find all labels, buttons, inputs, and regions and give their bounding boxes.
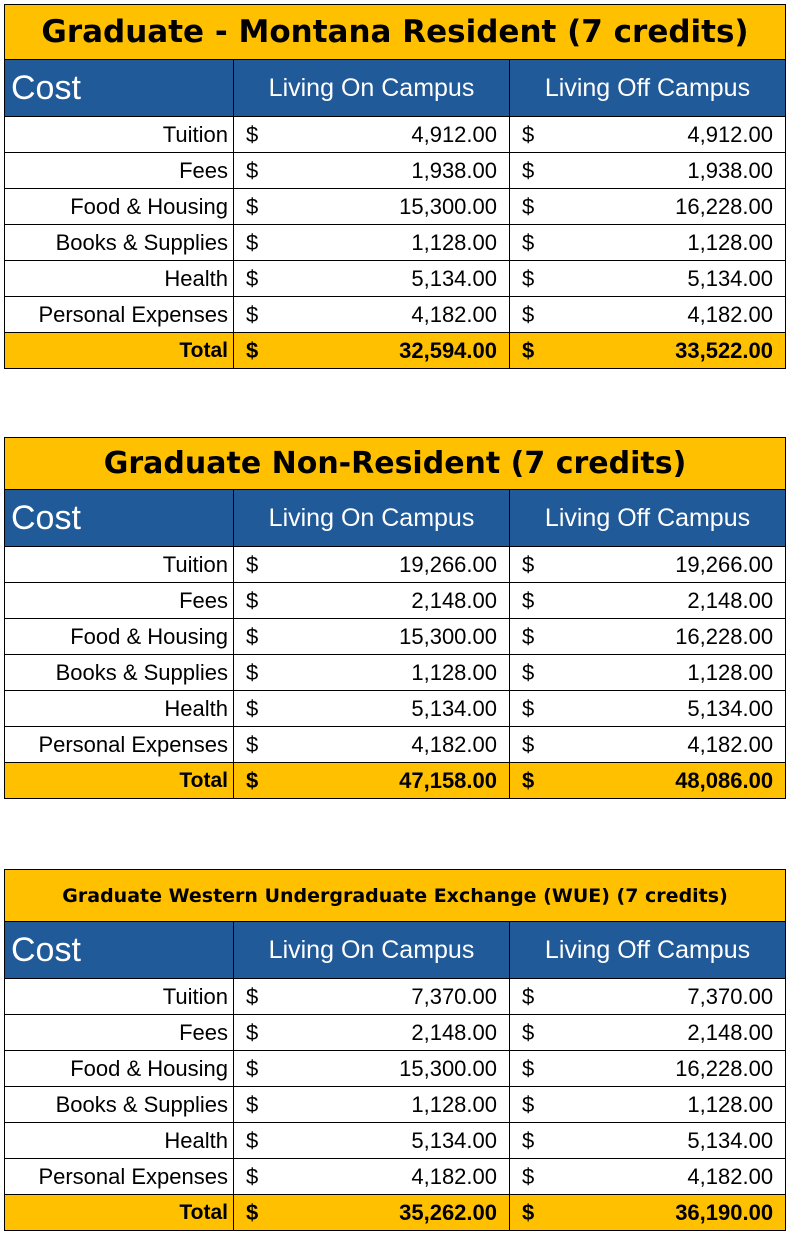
dollar-sign: $: [510, 153, 560, 189]
dollar-sign: $: [234, 763, 284, 799]
dollar-sign: $: [234, 655, 284, 691]
on-campus-amount: 5,134.00: [284, 261, 510, 297]
table-row: [5, 225, 786, 261]
row-label: Fees: [5, 583, 234, 619]
dollar-sign: $: [234, 1051, 284, 1087]
off-campus-amount: 1,938.00: [560, 153, 786, 189]
row-label: Books & Supplies: [5, 655, 234, 691]
dollar-sign: $: [510, 189, 560, 225]
dollar-sign: $: [234, 1087, 284, 1123]
dollar-sign: $: [234, 333, 284, 369]
row-label: Fees: [5, 153, 234, 189]
dollar-sign: $: [510, 1159, 560, 1195]
dollar-sign: $: [510, 261, 560, 297]
header-on-campus: Living On Campus: [234, 490, 510, 547]
dollar-sign: $: [234, 261, 284, 297]
off-campus-amount: 7,370.00: [560, 979, 786, 1015]
dollar-sign: $: [234, 297, 284, 333]
table-title: Graduate Western Undergraduate Exchange (WUE) (7 credits): [5, 870, 786, 922]
off-campus-amount: 1,128.00: [560, 225, 786, 261]
on-campus-amount: 1,938.00: [284, 153, 510, 189]
dollar-sign: $: [510, 763, 560, 799]
table-row: [5, 619, 786, 655]
table-row: [5, 153, 786, 189]
dollar-sign: $: [510, 727, 560, 763]
row-label: Personal Expenses: [5, 1159, 234, 1195]
dollar-sign: $: [510, 583, 560, 619]
total-label: Total: [5, 1195, 234, 1231]
table-row: [5, 117, 786, 153]
off-campus-amount: 2,148.00: [560, 583, 786, 619]
table-title: Graduate Non-Resident (7 credits): [5, 438, 786, 490]
dollar-sign: $: [510, 117, 560, 153]
dollar-sign: $: [234, 583, 284, 619]
on-campus-amount: 19,266.00: [284, 547, 510, 583]
cost-table-montana-resident: [4, 4, 785, 369]
dollar-sign: $: [234, 691, 284, 727]
table-row: [5, 583, 786, 619]
header-on-campus: Living On Campus: [234, 60, 510, 117]
cost-table-wue: [4, 869, 785, 1231]
table-row: [5, 1123, 786, 1159]
on-campus-amount: 15,300.00: [284, 1051, 510, 1087]
row-label: Food & Housing: [5, 189, 234, 225]
dollar-sign: $: [510, 979, 560, 1015]
dollar-sign: $: [510, 1051, 560, 1087]
off-campus-amount: 1,128.00: [560, 655, 786, 691]
cost-table-non-resident: [4, 437, 785, 799]
table-row: [5, 1087, 786, 1123]
off-campus-amount: 16,228.00: [560, 189, 786, 225]
total-row: [5, 763, 786, 799]
dollar-sign: $: [510, 1123, 560, 1159]
dollar-sign: $: [510, 619, 560, 655]
dollar-sign: $: [510, 1015, 560, 1051]
total-row: [5, 1195, 786, 1231]
on-campus-amount: 2,148.00: [284, 1015, 510, 1051]
on-campus-amount: 4,182.00: [284, 297, 510, 333]
table-row: [5, 1051, 786, 1087]
on-campus-amount: 5,134.00: [284, 691, 510, 727]
header-off-campus: Living Off Campus: [510, 490, 786, 547]
table-row: [5, 655, 786, 691]
row-label: Food & Housing: [5, 1051, 234, 1087]
on-campus-amount: 1,128.00: [284, 655, 510, 691]
table-row: [5, 297, 786, 333]
dollar-sign: $: [234, 619, 284, 655]
off-campus-amount: 1,128.00: [560, 1087, 786, 1123]
row-label: Tuition: [5, 979, 234, 1015]
dollar-sign: $: [234, 1159, 284, 1195]
on-campus-total: 35,262.00: [284, 1195, 510, 1231]
on-campus-amount: 1,128.00: [284, 225, 510, 261]
dollar-sign: $: [234, 1195, 284, 1231]
on-campus-amount: 2,148.00: [284, 583, 510, 619]
row-label: Personal Expenses: [5, 297, 234, 333]
on-campus-total: 32,594.00: [284, 333, 510, 369]
table-row: [5, 1015, 786, 1051]
header-off-campus: Living Off Campus: [510, 922, 786, 979]
dollar-sign: $: [510, 333, 560, 369]
table-row: [5, 1159, 786, 1195]
table-row: [5, 979, 786, 1015]
dollar-sign: $: [510, 1195, 560, 1231]
total-label: Total: [5, 333, 234, 369]
off-campus-total: 36,190.00: [560, 1195, 786, 1231]
off-campus-amount: 4,912.00: [560, 117, 786, 153]
header-on-campus: Living On Campus: [234, 922, 510, 979]
table-row: [5, 727, 786, 763]
off-campus-amount: 5,134.00: [560, 261, 786, 297]
header-cost: Cost: [5, 490, 234, 547]
off-campus-total: 48,086.00: [560, 763, 786, 799]
dollar-sign: $: [510, 655, 560, 691]
dollar-sign: $: [234, 189, 284, 225]
dollar-sign: $: [510, 297, 560, 333]
on-campus-amount: 5,134.00: [284, 1123, 510, 1159]
table-row: [5, 691, 786, 727]
off-campus-amount: 16,228.00: [560, 619, 786, 655]
off-campus-amount: 5,134.00: [560, 1123, 786, 1159]
on-campus-amount: 1,128.00: [284, 1087, 510, 1123]
dollar-sign: $: [234, 225, 284, 261]
row-label: Books & Supplies: [5, 225, 234, 261]
off-campus-amount: 4,182.00: [560, 1159, 786, 1195]
row-label: Food & Housing: [5, 619, 234, 655]
row-label: Personal Expenses: [5, 727, 234, 763]
dollar-sign: $: [510, 547, 560, 583]
row-label: Fees: [5, 1015, 234, 1051]
dollar-sign: $: [234, 727, 284, 763]
header-off-campus: Living Off Campus: [510, 60, 786, 117]
off-campus-amount: 2,148.00: [560, 1015, 786, 1051]
on-campus-amount: 4,182.00: [284, 1159, 510, 1195]
dollar-sign: $: [234, 1015, 284, 1051]
table-row: [5, 547, 786, 583]
on-campus-amount: 15,300.00: [284, 619, 510, 655]
row-label: Books & Supplies: [5, 1087, 234, 1123]
dollar-sign: $: [234, 117, 284, 153]
dollar-sign: $: [510, 225, 560, 261]
off-campus-amount: 5,134.00: [560, 691, 786, 727]
table-row: [5, 189, 786, 225]
total-row: [5, 333, 786, 369]
row-label: Tuition: [5, 117, 234, 153]
dollar-sign: $: [234, 979, 284, 1015]
dollar-sign: $: [234, 153, 284, 189]
on-campus-amount: 15,300.00: [284, 189, 510, 225]
on-campus-amount: 4,182.00: [284, 727, 510, 763]
total-label: Total: [5, 763, 234, 799]
off-campus-amount: 19,266.00: [560, 547, 786, 583]
dollar-sign: $: [234, 547, 284, 583]
row-label: Health: [5, 261, 234, 297]
header-cost: Cost: [5, 60, 234, 117]
on-campus-amount: 4,912.00: [284, 117, 510, 153]
row-label: Health: [5, 691, 234, 727]
off-campus-amount: 4,182.00: [560, 297, 786, 333]
table-title: Graduate - Montana Resident (7 credits): [5, 5, 786, 60]
dollar-sign: $: [510, 1087, 560, 1123]
on-campus-total: 47,158.00: [284, 763, 510, 799]
dollar-sign: $: [510, 691, 560, 727]
off-campus-amount: 4,182.00: [560, 727, 786, 763]
off-campus-amount: 16,228.00: [560, 1051, 786, 1087]
row-label: Health: [5, 1123, 234, 1159]
on-campus-amount: 7,370.00: [284, 979, 510, 1015]
table-row: [5, 261, 786, 297]
off-campus-total: 33,522.00: [560, 333, 786, 369]
row-label: Tuition: [5, 547, 234, 583]
header-cost: Cost: [5, 922, 234, 979]
dollar-sign: $: [234, 1123, 284, 1159]
